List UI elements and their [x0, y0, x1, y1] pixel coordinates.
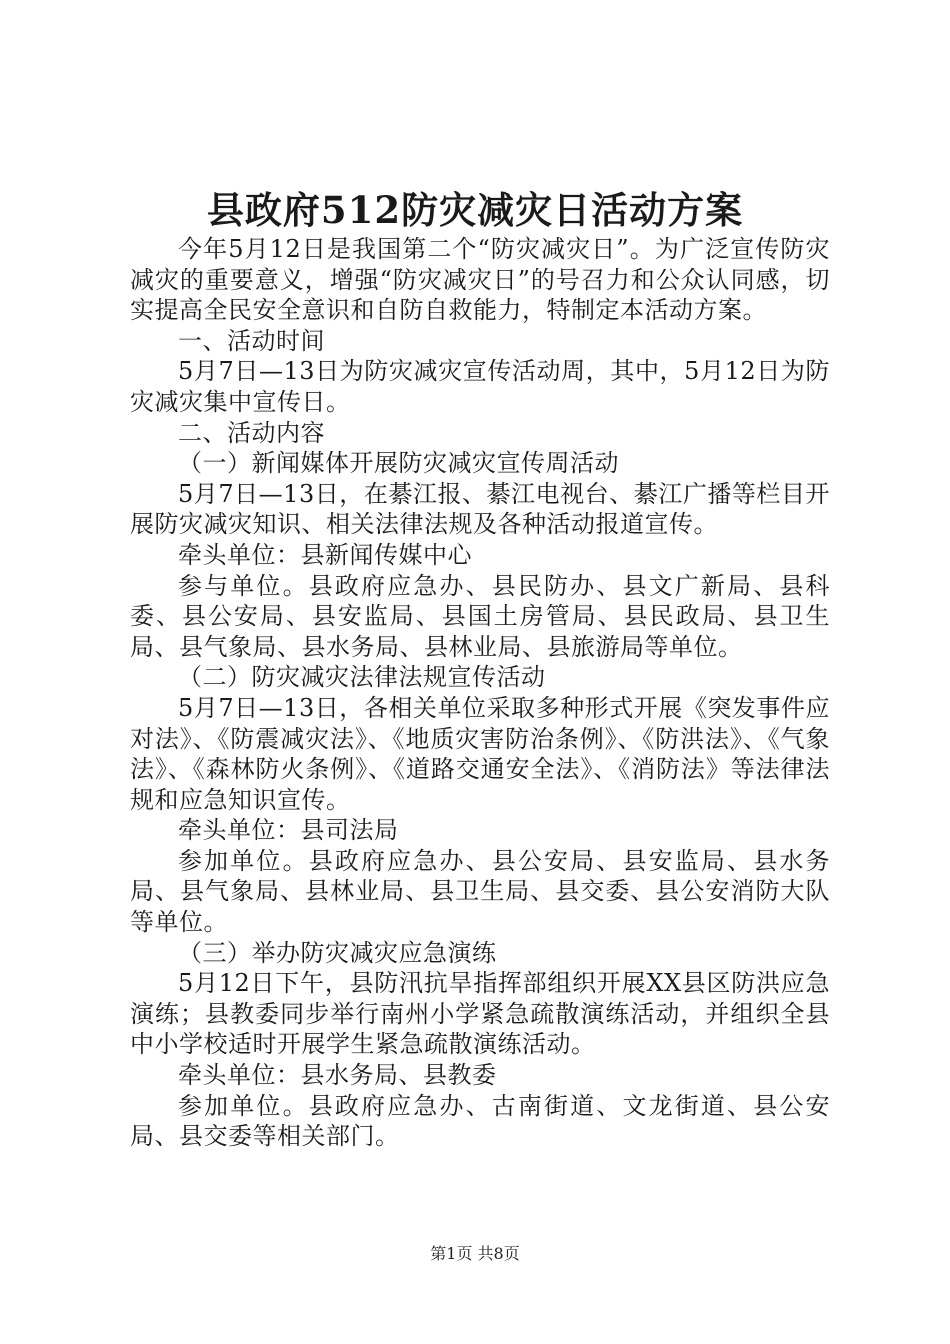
law-participants-paragraph: 参加单位。县政府应急办、县公安局、县安监局、县水务局、县气象局、县林业局、县卫生局、县交委、县公安消防大队等单位。: [130, 846, 830, 937]
subsection-heading-law: （二）防灾减灾法律法规宣传活动: [178, 663, 546, 692]
media-participants-paragraph: 参与单位。县政府应急办、县民防办、县文广新局、县科委、县公安局、县安监局、县国土房管局、县民政局、县卫生局、县气象局、县水务局、县林业局、县旅游局等单位。: [130, 571, 830, 661]
drill-lead-unit: 牵头单位：县水务局、县教委: [178, 1061, 497, 1090]
intro-paragraph: 今年5月12日是我国第二个“防灾减灾日”。为广泛宣传防灾减灾的重要意义，增强“防灾减灾日”的号召力和公众认同感，切实提高全民安全意识和自防自救能力，特制定本活动方案。: [130, 235, 830, 325]
activity-time-paragraph: 5月7日—13日为防灾减灾宣传活动周，其中，5月12日为防灾减灾集中宣传日。: [130, 357, 830, 416]
media-lead-unit: 牵头单位：县新闻传媒中心: [178, 540, 472, 569]
section-heading-time: 一、活动时间: [178, 326, 325, 355]
document-body: [130, 234, 830, 1152]
drill-participants-paragraph: 参加单位。县政府应急办、古南街道、文龙街道、县公安局、县交委等相关部门。: [130, 1091, 830, 1151]
media-activity-paragraph: 5月7日—13日，在綦江报、綦江电视台、綦江广播等栏目开展防灾减灾知识、相关法律法规及各种活动报道宣传。: [130, 479, 830, 539]
subsection-heading-drill: （三）举办防灾减灾应急演练: [178, 938, 497, 967]
subsection-heading-media: （一）新闻媒体开展防灾减灾宣传周活动: [178, 449, 619, 478]
document-title: 县政府512防灾减灾日活动方案: [206, 188, 744, 232]
section-heading-content: 二、活动内容: [178, 418, 325, 447]
law-activity-paragraph: 5月7日—13日，各相关单位采取多种形式开展《突发事件应对法》、《防震减灾法》、《地质灾害防治条例》、《防洪法》、《气象法》、《森林防火条例》、《道路交通安全法》、《消防法》等法律法规和应急知识宣传。: [130, 693, 830, 814]
page-footer: 第1页 共8页: [430, 1244, 520, 1263]
drill-activity-paragraph: 5月12日下午，县防汛抗旱指挥部组织开展XX县区防洪应急演练；县教委同步举行南州小学紧急疏散演练活动，并组织全县中小学校适时开展学生紧急疏散演练活动。: [130, 969, 830, 1059]
law-lead-unit: 牵头单位：县司法局: [178, 816, 399, 845]
